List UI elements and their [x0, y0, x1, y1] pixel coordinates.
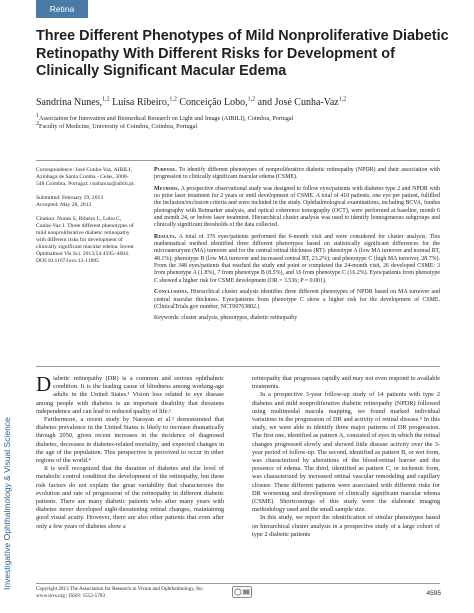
body-paragraph: Furthermore, a recent study by Narayan et al.³ demonstrated that diabetes prevalence in the United States is likely to increase dramatically through 2050, given recent increases in the incidence of diagnosed diabetes, decreases in diabetes-related mortality, and expected changes in the age of the population. This perspective is perceived to occur in other regions of the world.⁴ — [36, 416, 224, 465]
body-paragraph: It is well recognized that the duration of diabetes and the level of metabolic control condition the development of the retinopathy, but these risk factors do not explain the great variability that characterizes the evolution and rate of progression of the retinopathy in different diabetic patients. There are many diabetic patients who after many years with diabetes never developed sight-threatening retinal changes, maintaining good visual acuity. However, there are also other patients that even after only a few years of diabetes show a — [36, 465, 224, 530]
affil-text: Association for Innovation and Biomedical Research on Light and Image (AIBILI), Coimbra, Portugal — [39, 115, 294, 122]
abstract-text: A total of 376 eyes/patients performed the 6-month visit and were considered for cluster analysis. This mathematical method identified three different phenotypes based on statistically significant differences for the microaneurysm (MA) turnover and for the central retinal thickness (RT): phenotype A (low MA turnover and normal RT, 48.1%); phenotype B (low MA turnover and increased central RT, 23.2%); and phenotype C (high MA turnover, 28.7%). From the 348 eyes/patients that reached the study end point or completed the 24-month visit, 26 developed CSME: 3 from phenotype A (1.8%), 7 from phenotype B (8.5%), and 16 from phenotype C (16.2%). Eyes/patients from phenotype C showed a higher risk for CSME development (OR = 3.536; P = 0.001). — [154, 233, 440, 284]
journal-side-label: Investigative Ophthalmology & Visual Science — [2, 417, 12, 590]
affiliation-line — [36, 120, 456, 131]
abstract-results — [154, 234, 440, 285]
page-number: 4595 — [426, 590, 441, 597]
abstract-text: To identify different phenotypes of nonproliferative diabetic retinopathy (NPDR) and their association with progression to clinically significant macular edema (CSME). — [154, 167, 440, 181]
footer-copyright — [36, 586, 336, 599]
submission-dates: Submitted: February 19, 2013 Accepted: May 28, 2013 — [36, 195, 104, 208]
license-logo-icon — [232, 586, 252, 598]
author-list — [36, 97, 456, 109]
abstract-label: Conclusions. — [154, 289, 189, 296]
body-paragraph: retinopathy that progresses rapidly and may not even respond to available treatments. — [252, 375, 440, 391]
body-column-left — [36, 375, 224, 531]
author-name: Sandrina Nunes, — [36, 97, 103, 108]
abstract-text: A prospective observational study was designed to follow eyes/patients with diabetes type 2 and NPDR with no prior laser treatment for 2 years or until development of CSME. A total of 410 patients, one eye per patient, fulfilled the inclusion/exclusion criteria and were included in the study. Ophthalmological examinations, including BCVA, fundus photography with Retmarker analysis, and optical coherence tomography (OCT), were performed at baseline, month 6 and month 24, or before laser treatment. Hierarchical cluster analysis was used to identify homogeneous subgroups and clinically significant thresholds of the data collected. — [154, 185, 440, 229]
article-title: Three Different Phenotypes of Mild Nonproliferative Diabetic Retinopathy With Different Risks for Development of Clinically Significant Macular Edema — [36, 28, 449, 79]
abstract-divider — [36, 366, 440, 367]
drop-cap: D — [36, 375, 52, 396]
section-tab: Retina — [36, 0, 88, 18]
copyright-line: Copyright 2013 The Association for Research in Vision and Ophthalmology, Inc. — [36, 586, 205, 592]
body-paragraph: In this study, we report the identification of similar phenotypes based on hierarchical cluster analysis in a prospective study of a large cohort of type 2 diabetic patients — [252, 514, 440, 538]
abstract — [154, 167, 440, 327]
abstract-text: Hierarchical cluster analysis identifies three different phenotypes of NPDR based on MA turnover and central macular thickness. Eyes/patients from phenotype C show a higher risk for the development of CSME. (ClinicalTrials.gov number, NCT00763802.) — [154, 289, 440, 310]
url-issn-line: www.iovs.org | ISSN: 1552-5783 — [36, 592, 106, 599]
abstract-methods — [154, 186, 440, 230]
citation: Citation: Nunes S, Ribeiro L, Lobo C, Cunha-Vaz J. Three different phenotypes of mild nonproliferative diabetic retinopathy with different risks for development of clinically significant macular edema. Invest Ophthalmol Vis Sci. 2013;54:4595–4604. DOI:10.1167/iovs.13-11895 — [36, 216, 134, 264]
abstract-conclusions — [154, 289, 440, 311]
correspondence: Correspondence: José Cunha-Vaz, AIBILI, Azinhaga de Santa Comba - Celas, 3000-548 Coimbra, Portugal; cunhavaz@aibili.pt. — [36, 167, 135, 187]
author-affil-marker: 1,2 — [247, 96, 256, 103]
author-affil-marker: 1,2 — [102, 96, 110, 103]
article-sidebar — [36, 167, 136, 272]
abstract-label: Methods. — [154, 185, 180, 192]
affil-marker: 1 — [36, 112, 39, 119]
abstract-label: Purpose. — [154, 167, 177, 173]
author-affil-marker: 1,2 — [338, 96, 347, 103]
abstract-label: Results. — [154, 233, 177, 240]
author-name: Luisa Ribeiro, — [109, 97, 170, 108]
author-name: Conceição Lobo, — [176, 97, 248, 108]
body-paragraph: In a prospective 3-year follow-up study of 14 patients with type 2 diabetes and mild nonproliferative diabetic retinopathy (NPDR) followed using multimodal macula mapping, we found marked individual variations in the progression of DR and activity of retinal disease.⁵ In this study, we were able to identify three major patterns of DR progression. The first one, identified as pattern A, consisted of eyes in which the retinal changes progressed slowly and showed little disease activity over the 3-year period of follow-up. The second, identified as pattern B, or wet form, was characterized by alterations of the blood-retinal barrier and the presence of edema. The third, identified as pattern C, or ischemic form, was characterized by increased retinal vascular remodeling and capillary closure. These different patterns were associated with different risks for DR worsening and development of clinically significant macular edema (CSME). Shortcomings of this study were the elaborate imaging methodology used and the small sample size. — [252, 391, 440, 514]
author-affil-marker: 1,2 — [169, 96, 177, 103]
abstract-keywords — [154, 315, 440, 322]
keywords-text: Keywords: cluster analysis, phenotypes, diabetic retinopathy — [154, 315, 298, 322]
affiliations — [36, 112, 456, 131]
header-divider — [36, 160, 440, 161]
body-column-right — [252, 375, 440, 539]
author-name: and José Cunha-Vaz — [255, 97, 339, 108]
paragraph-text: iabetic retinopathy (DR) is a common and serious ophthalmic condition. It is the leading cause of blindness among working-age adults in the United States.¹ Vision loss related to eye disease among people with diabetes is an important disability that threatens independence and can lead to reduced quality of life.² — [36, 375, 224, 415]
footer-divider — [36, 583, 440, 584]
affil-marker: 2 — [36, 120, 39, 127]
abstract-purpose — [154, 167, 440, 182]
affiliation-line — [36, 112, 456, 123]
affil-text: Faculty of Medicine, University of Coimbra, Coimbra, Portugal — [39, 123, 198, 130]
body-paragraph — [36, 375, 224, 416]
